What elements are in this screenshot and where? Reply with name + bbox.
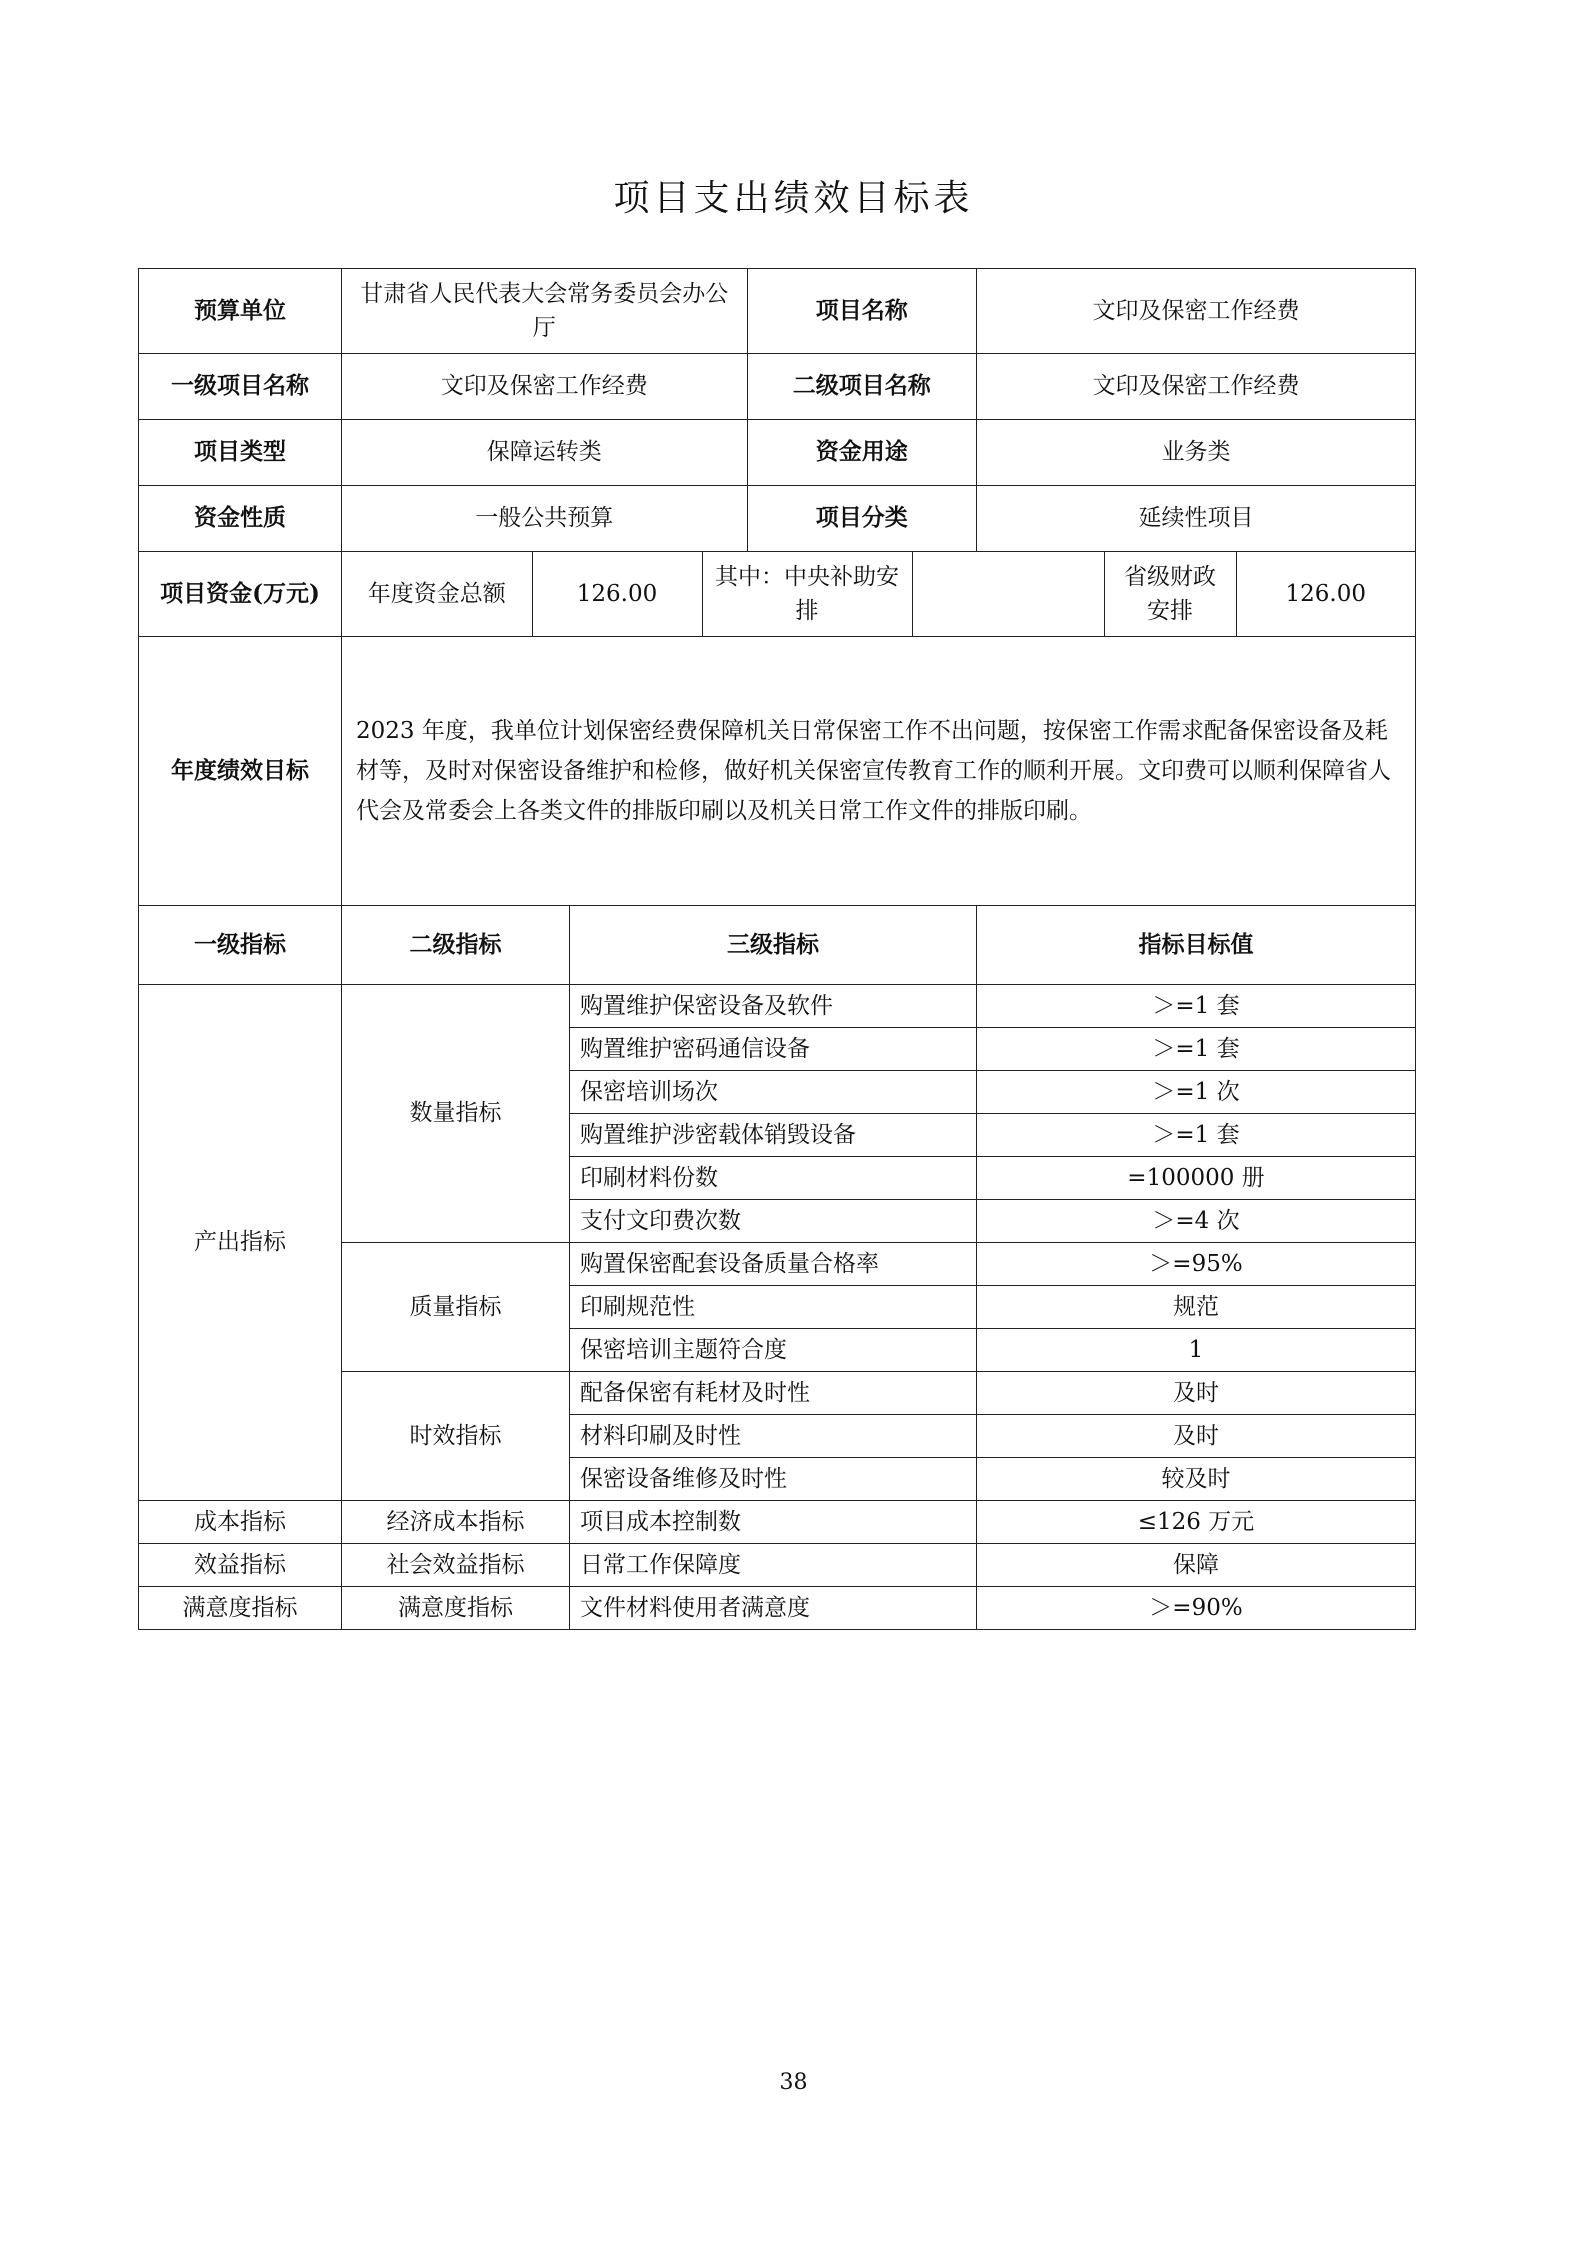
indicator-name: 购置维护涉密载体销毁设备 <box>570 1114 977 1157</box>
indicator-value: 较及时 <box>977 1458 1416 1501</box>
project-name-value: 文印及保密工作经费 <box>977 269 1416 354</box>
output-indicator-label: 产出指标 <box>139 985 342 1501</box>
fund-nature-label: 资金性质 <box>139 486 342 552</box>
level1-name-label: 一级项目名称 <box>139 354 342 420</box>
indicator-value: ＞=1 套 <box>977 985 1416 1028</box>
indicator-name: 保密设备维修及时性 <box>570 1458 977 1501</box>
page-title: 项目支出绩效目标表 <box>613 178 974 219</box>
info-row <box>139 486 1416 552</box>
indicator-value: 及时 <box>977 1372 1416 1415</box>
level2-name-value: 文印及保密工作经费 <box>977 354 1416 420</box>
timeliness-indicator-label: 时效指标 <box>342 1372 570 1501</box>
indicator-name: 保密培训场次 <box>570 1071 977 1114</box>
indicator-name: 购置维护密码通信设备 <box>570 1028 977 1071</box>
fund-nature-value: 一般公共预算 <box>475 505 614 532</box>
indicator-header-row <box>139 906 1416 985</box>
indicator-value: ≤126 万元 <box>977 1501 1416 1544</box>
indicator-value: ＞=90% <box>977 1587 1416 1630</box>
central-subsidy-value <box>912 552 1104 636</box>
indicator-value: 1 <box>977 1329 1416 1372</box>
benefit-indicator-label: 效益指标 <box>139 1544 342 1587</box>
indicator-value: ＞=1 次 <box>977 1071 1416 1114</box>
indicator-name: 印刷材料份数 <box>570 1157 977 1200</box>
indicator-value: 规范 <box>977 1286 1416 1329</box>
indicator-value: =100000 册 <box>977 1157 1416 1200</box>
indicator-name: 印刷规范性 <box>570 1286 977 1329</box>
indicator-value: ＞=4 次 <box>977 1200 1416 1243</box>
indicator-value: 保障 <box>977 1544 1416 1587</box>
indicator-name: 购置维护保密设备及软件 <box>570 985 977 1028</box>
indicator-value: ＞=1 套 <box>977 1028 1416 1071</box>
fund-use-value: 业务类 <box>977 420 1416 486</box>
quality-indicator-label: 质量指标 <box>342 1243 570 1372</box>
fund-use-label: 资金用途 <box>747 420 976 485</box>
info-row <box>139 420 1416 486</box>
project-name-label: 项目名称 <box>747 269 976 353</box>
indicator-name: 文件材料使用者满意度 <box>570 1587 977 1630</box>
header-level2: 二级指标 <box>342 906 570 985</box>
funds-row <box>139 552 1416 637</box>
table-row <box>139 1544 1416 1587</box>
performance-target-table <box>138 268 1416 1630</box>
cost-indicator-label: 成本指标 <box>139 1501 342 1544</box>
header-level1: 一级指标 <box>139 906 342 985</box>
table-row <box>139 1587 1416 1630</box>
total-funds-label: 年度资金总额 <box>367 580 506 607</box>
indicator-name: 项目成本控制数 <box>570 1501 977 1544</box>
header-level3: 三级指标 <box>570 906 977 985</box>
level2-name-label: 二级项目名称 <box>747 354 976 419</box>
header-target: 指标目标值 <box>977 906 1416 985</box>
page-number: 38 <box>779 2070 808 2095</box>
indicator-name: 支付文印费次数 <box>570 1200 977 1243</box>
indicator-value: ＞=95% <box>977 1243 1416 1286</box>
quantity-indicator-label: 数量指标 <box>342 985 570 1243</box>
project-type-label: 项目类型 <box>139 420 342 486</box>
annual-goal-text: 2023 年度，我单位计划保密经费保障机关日常保密工作不出问题，按保密工作需求配备保密设备及耗材等，及时对保密设备维护和检修，做好机关保密宣传教育工作的顺利开展。文印费可以顺利保障省人代会及常委会上各类文件的排版印刷以及机关日常工作文件的排版印刷。 <box>342 637 1416 906</box>
total-funds-value: 126.00 <box>532 552 702 636</box>
project-type-value: 保障运转类 <box>486 439 602 466</box>
budget-unit-label: 预算单位 <box>139 269 342 354</box>
table-row <box>139 985 1416 1028</box>
central-subsidy-label: 其中：中央补助安排 <box>702 552 912 636</box>
social-benefit-label: 社会效益指标 <box>342 1544 570 1587</box>
budget-unit-value: 甘肃省人民代表大会常务委员会办公厅 <box>360 280 729 341</box>
level1-name-value: 文印及保密工作经费 <box>440 373 648 400</box>
funds-label: 项目资金(万元) <box>139 552 342 637</box>
annual-goal-label: 年度绩效目标 <box>139 637 342 906</box>
goal-row <box>139 637 1416 906</box>
indicator-name: 购置保密配套设备质量合格率 <box>570 1243 977 1286</box>
info-row <box>139 269 1416 354</box>
info-row <box>139 354 1416 420</box>
project-category-label: 项目分类 <box>747 486 976 551</box>
economic-cost-label: 经济成本指标 <box>342 1501 570 1544</box>
indicator-value: 及时 <box>977 1415 1416 1458</box>
table-row <box>139 1501 1416 1544</box>
indicator-name: 保密培训主题符合度 <box>570 1329 977 1372</box>
indicator-name: 日常工作保障度 <box>570 1544 977 1587</box>
project-category-value: 延续性项目 <box>977 486 1416 552</box>
satisfaction-indicator-label: 满意度指标 <box>139 1587 342 1630</box>
indicator-name: 材料印刷及时性 <box>570 1415 977 1458</box>
indicator-name: 配备保密有耗材及时性 <box>570 1372 977 1415</box>
satisfaction-sub-label: 满意度指标 <box>342 1587 570 1630</box>
indicator-value: ＞=1 套 <box>977 1114 1416 1157</box>
provincial-funds-value: 126.00 <box>1236 552 1415 636</box>
provincial-funds-label: 省级财政安排 <box>1104 552 1236 636</box>
